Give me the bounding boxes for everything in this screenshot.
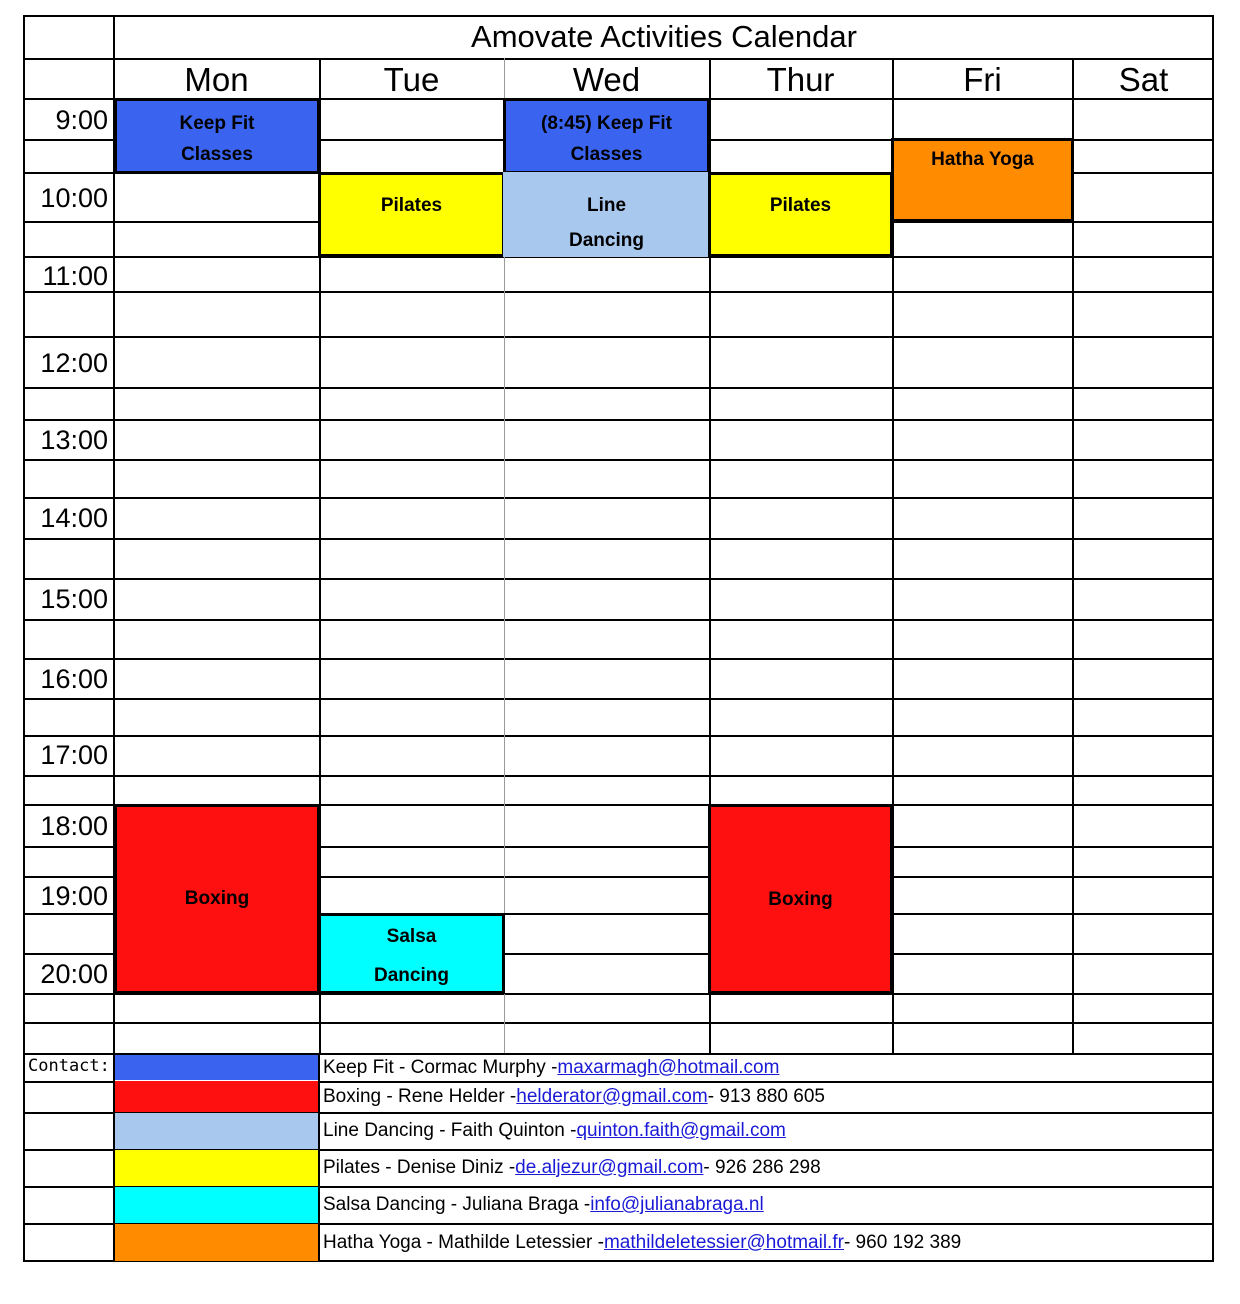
event-keep-fit-wed[interactable] <box>503 98 710 174</box>
event-label: Classes <box>181 144 253 165</box>
event-label: Dancing <box>374 965 449 986</box>
grid-line <box>23 658 1214 660</box>
event-line-dancing-wed[interactable] <box>503 172 710 257</box>
event-label: Boxing <box>768 889 833 910</box>
day-header-sat: Sat <box>1118 61 1169 98</box>
event-pilates-tue[interactable] <box>318 172 505 257</box>
grid-line <box>23 15 1214 17</box>
event-label: Keep Fit <box>179 113 255 134</box>
grid-line <box>23 58 1214 60</box>
time-label: 19:00 <box>40 880 108 911</box>
grid-line <box>23 419 1214 421</box>
grid-line <box>23 775 1214 777</box>
email-link[interactable]: quinton.faith@gmail.com <box>576 1120 786 1141</box>
grid-line <box>23 336 1214 338</box>
legend-phone: - 926 286 298 <box>703 1157 821 1178</box>
legend-swatch-hatha-yoga <box>115 1224 318 1261</box>
legend-swatch-pilates <box>115 1150 318 1186</box>
event-label: Salsa <box>386 926 437 947</box>
legend-text: Boxing - Rene Helder - <box>323 1085 517 1107</box>
grid-line <box>23 735 1214 737</box>
event-label: Hatha Yoga <box>931 149 1034 170</box>
legend-hatha-yoga <box>323 1224 961 1261</box>
time-label: 11:00 <box>42 260 108 291</box>
day-header-mon: Mon <box>184 61 249 98</box>
grid-line <box>23 1022 1214 1024</box>
legend-swatch-salsa <box>115 1187 318 1223</box>
grid-line <box>23 387 1214 389</box>
email-link[interactable]: helderator@gmail.com <box>516 1085 708 1107</box>
grid-line <box>23 291 1214 293</box>
time-label: 16:00 <box>40 663 108 694</box>
day-header-fri: Fri <box>963 61 1002 98</box>
legend-text: Pilates - Denise Diniz - <box>323 1157 516 1178</box>
grid-line <box>1212 15 1214 1262</box>
day-header-thur: Thur <box>766 61 835 98</box>
email-link[interactable]: info@julianabraga.nl <box>590 1194 764 1215</box>
event-salsa-dancing-tue[interactable] <box>318 913 505 994</box>
legend-phone: - 913 880 605 <box>707 1085 825 1107</box>
event-label: Pilates <box>380 195 443 216</box>
legend-pilates <box>323 1150 821 1186</box>
legend-salsa <box>323 1187 764 1223</box>
day-header-tue: Tue <box>383 61 440 98</box>
event-boxing-thur[interactable] <box>708 804 893 994</box>
email-link[interactable]: de.aljezur@gmail.com <box>515 1157 704 1178</box>
email-link[interactable]: maxarmagh@hotmail.com <box>557 1056 780 1078</box>
contact-label: Contact: <box>28 1056 110 1076</box>
grid-line <box>318 1053 320 1262</box>
event-label: Classes <box>570 144 643 165</box>
grid-line <box>23 497 1214 499</box>
legend-swatch-keep-fit <box>115 1055 318 1080</box>
time-label: 13:00 <box>40 424 108 455</box>
legend-phone: - 960 192 389 <box>843 1231 962 1253</box>
grid-line <box>23 538 1214 540</box>
time-label: 18:00 <box>40 810 108 841</box>
grid-line <box>23 619 1214 621</box>
legend-swatch-boxing <box>115 1081 318 1112</box>
grid-line <box>23 15 25 1262</box>
event-label: Line <box>586 195 627 216</box>
event-hatha-yoga-fri[interactable] <box>891 138 1074 222</box>
event-boxing-mon[interactable] <box>114 804 320 994</box>
legend-swatch-line-dancing <box>115 1113 318 1149</box>
time-label: 20:00 <box>40 958 108 989</box>
time-label: 14:00 <box>40 502 108 533</box>
time-label: 15:00 <box>40 583 108 614</box>
legend-keep-fit <box>323 1055 779 1080</box>
legend-text: Hatha Yoga - Mathilde Letessier - <box>323 1231 604 1253</box>
time-label: 12:00 <box>40 347 108 378</box>
calendar-title: Amovate Activities Calendar <box>471 19 857 54</box>
event-label: Dancing <box>569 230 644 251</box>
time-label: 10:00 <box>40 182 108 213</box>
grid-line <box>23 698 1214 700</box>
legend-text: Line Dancing - Faith Quinton - <box>323 1120 577 1141</box>
event-label: (8:45) Keep Fit <box>541 113 672 134</box>
grid-line <box>23 578 1214 580</box>
legend-line-dancing <box>323 1113 786 1149</box>
email-link[interactable]: mathildeletessier@hotmail.fr <box>603 1231 844 1253</box>
grid-line <box>23 459 1214 461</box>
day-header-wed: Wed <box>572 61 641 98</box>
event-label: Pilates <box>769 195 832 216</box>
time-label: 9:00 <box>55 104 108 135</box>
event-keep-fit-mon[interactable] <box>114 98 320 174</box>
legend-boxing <box>323 1081 825 1112</box>
time-label: 17:00 <box>40 739 108 770</box>
event-pilates-thur[interactable] <box>708 172 893 257</box>
legend-text: Salsa Dancing - Juliana Braga - <box>323 1194 591 1215</box>
event-label: Boxing <box>184 888 250 909</box>
legend-text: Keep Fit - Cormac Murphy - <box>323 1056 558 1078</box>
